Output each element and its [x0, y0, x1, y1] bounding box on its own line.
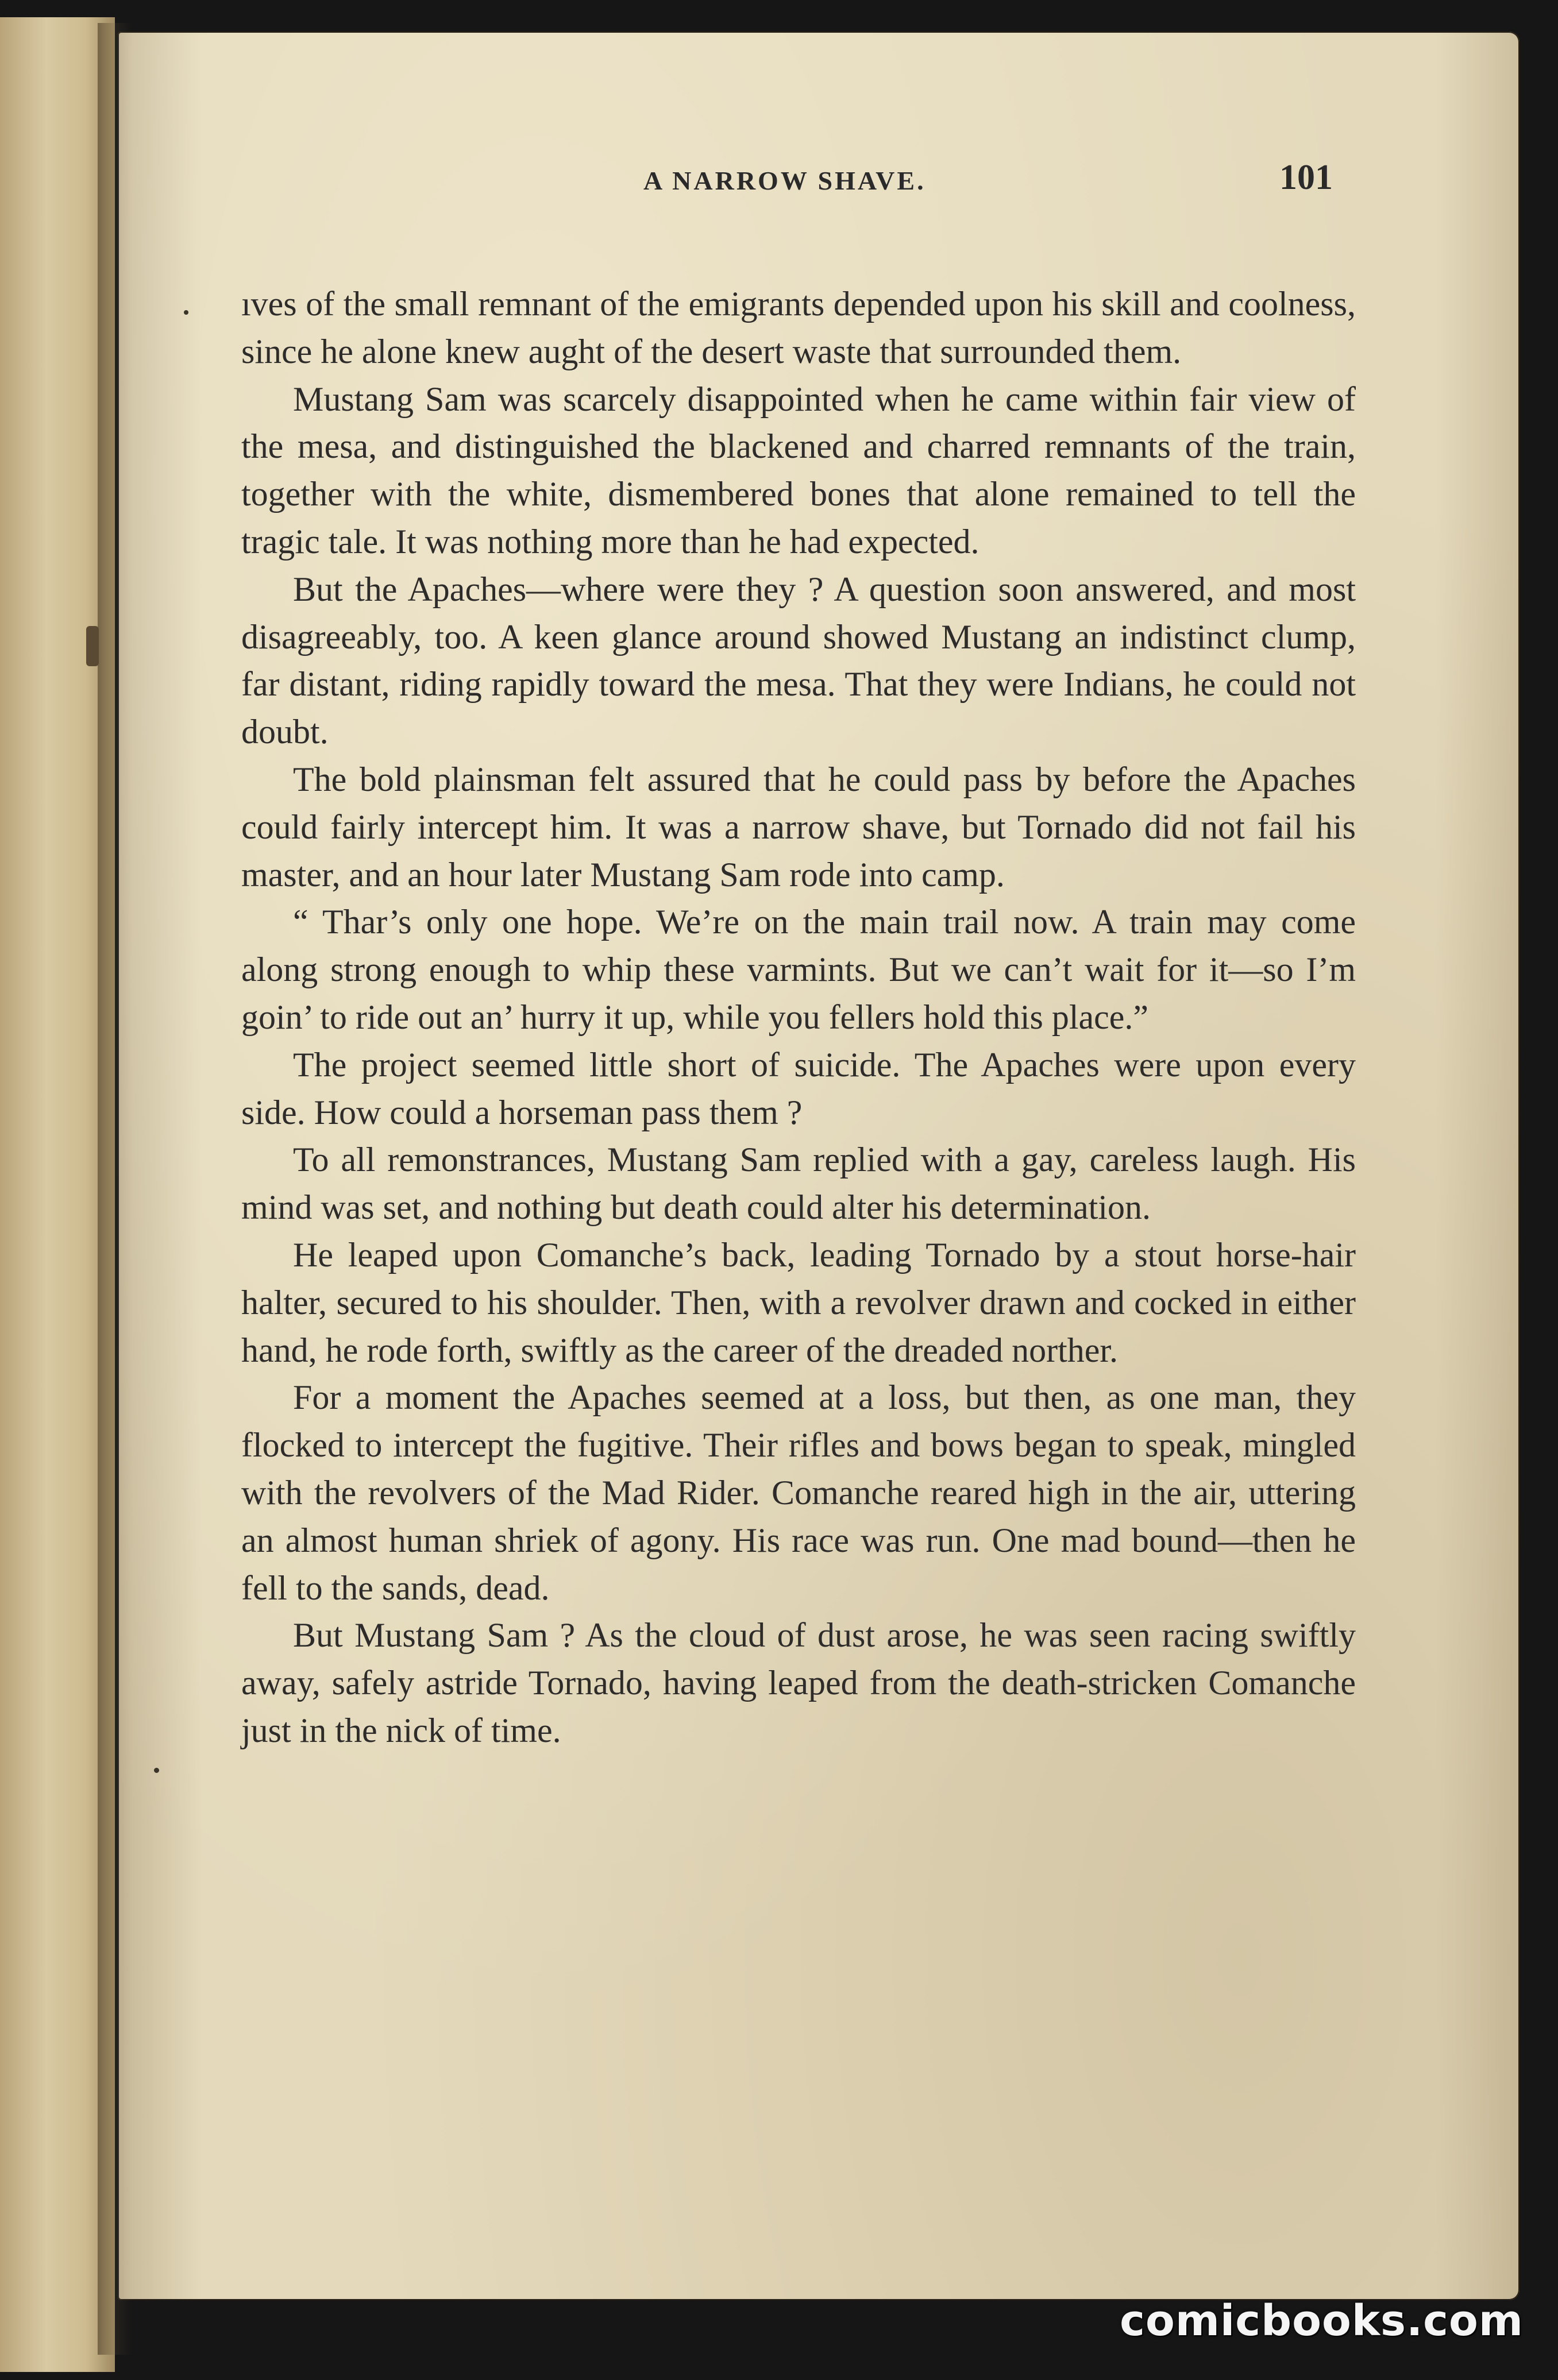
running-title: A NARROW SHAVE. — [643, 166, 926, 195]
paragraph: ıves of the small remnant of the emigrants depended upon his skill and coolness, since he alone knew aught of the desert waste that surrounded them. — [241, 285, 1356, 370]
paragraph: But the Apaches—where were they ? A question soon answered, and most disagreeably, too. A keen glance around showed Mustang an indistinct clump, far distant, riding rapidly toward the mesa. That they were Indians, he could not doubt. — [241, 570, 1356, 751]
paragraph: Mustang Sam was scarcely disappointed when he came within fair view of the mesa, and distinguished the blackened and charred remnants of the train, together with the white, dismembered bones that alone remained to tell the tragic tale. It was nothing more than he had expected. — [241, 380, 1356, 561]
body-text — [241, 280, 1356, 1755]
paragraph: The project seemed little short of suicide. The Apaches were upon every side. How could a horseman pass them ? — [241, 1045, 1356, 1131]
paragraph: The bold plainsman felt assured that he could pass by before the Apaches could fairly intercept him. It was a narrow shave, but Tornado did not fail his master, and an hour later Mustang Sam rode into camp. — [241, 760, 1356, 894]
page-number: 101 — [1279, 158, 1333, 197]
paragraph: “ Thar’s only one hope. We’re on the main trail now. A train may come along strong enough to whip these varmints. But we can’t wait for it—so I’m goin’ to ride out an’ hurry it up, while you fellers hold this place.” — [241, 903, 1356, 1036]
binding-mark — [86, 626, 99, 666]
paragraph: He leaped upon Comanche’s back, leading Tornado by a stout horse-hair halter, secured to his shoulder. Then, with a revolver drawn and cocked in either hand, he rode forth, swiftly as the career of the dreaded norther. — [241, 1235, 1356, 1369]
site-watermark: comicbooks.com — [1120, 2296, 1524, 2346]
paper-speck — [184, 310, 188, 315]
page-gutter-shadow — [98, 23, 132, 2355]
running-header — [138, 154, 1333, 211]
paper-speck — [154, 1768, 159, 1773]
paragraph: For a moment the Apaches seemed at a loss, but then, as one man, they flocked to intercept the fugitive. Their rifles and bows began to speak, mingled with the revolvers of the Mad Rider. Comanche reared high in the air, uttering an almost human shriek of agony. His race was run. One mad bound—then he fell to the sands, dead. — [241, 1378, 1356, 1607]
paragraph: To all remonstrances, Mustang Sam replied with a gay, careless laugh. His mind was set, and nothing but death could alter his determination. — [241, 1141, 1356, 1227]
paragraph: But Mustang Sam ? As the cloud of dust arose, he was seen racing swiftly away, safely astride Tornado, having leaped from the death-stricken Comanche just in the nick of time. — [241, 1616, 1356, 1749]
